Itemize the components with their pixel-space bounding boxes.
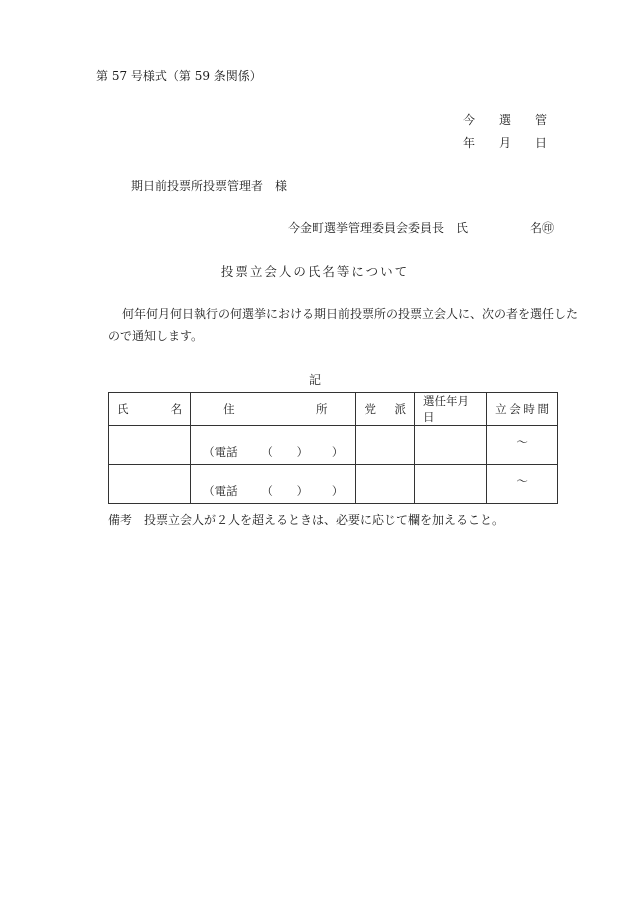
date-year: 年 — [463, 136, 476, 150]
header-time-char: 間 — [537, 402, 549, 416]
header-time-char: 立 — [495, 402, 507, 416]
header-address — [191, 393, 356, 426]
doc-number-char: 管 — [534, 113, 547, 127]
header-time-char: 時 — [523, 402, 535, 416]
phone-label: （電話 — [203, 445, 238, 459]
cell-time — [487, 465, 558, 504]
doc-number-char: 選 — [498, 113, 511, 127]
observer-table — [108, 392, 558, 504]
cell-appointed — [415, 426, 487, 465]
header-address-char: 住 — [223, 402, 235, 416]
cell-name — [109, 465, 191, 504]
time-tilde: ～ — [516, 435, 528, 449]
cell-time — [487, 426, 558, 465]
header-time — [487, 393, 558, 426]
ki-heading: 記 — [308, 373, 321, 387]
header-party-char: 党 — [364, 402, 376, 416]
document-number — [463, 111, 547, 128]
cell-address — [191, 426, 356, 465]
form-number: 第 57 号様式（第 59 条関係） — [96, 69, 262, 83]
remark: 備考 投票立会人が２人を超えるときは、必要に応じて欄を加えること。 — [108, 513, 505, 527]
date-day: 日 — [534, 136, 547, 150]
cell-address — [191, 465, 356, 504]
addressee: 期日前投票所投票管理者 様 — [131, 179, 288, 193]
time-tilde: ～ — [516, 474, 528, 488]
header-name — [109, 393, 191, 426]
header-appointed — [415, 393, 487, 426]
document-title: 投票立会人の氏名等について — [220, 264, 410, 279]
phone-paren: ） — [331, 445, 344, 459]
phone-paren: ） — [331, 484, 344, 498]
header-party — [356, 393, 415, 426]
header-time-char: 会 — [509, 402, 521, 416]
date-month: 月 — [498, 136, 511, 150]
cell-appointed — [415, 465, 487, 504]
cell-name — [109, 426, 191, 465]
phone-paren: ） — [296, 484, 309, 498]
header-appointed-label: 選任年月日 — [423, 394, 470, 424]
cell-party — [356, 426, 415, 465]
phone-paren: （ — [261, 484, 273, 498]
sender — [288, 219, 554, 236]
document-date — [463, 134, 547, 151]
sender-seal: 名㊞ — [530, 221, 555, 235]
header-party-char: 派 — [394, 402, 407, 416]
phone-paren: ） — [296, 445, 309, 459]
table-header-row — [109, 393, 558, 426]
sender-title: 今金町選挙管理委員会委員長 氏 — [288, 221, 469, 235]
body-text: 何年何月何日執行の何選挙における期日前投票所の投票立会人に、次の者を選任したので通知します。 — [108, 307, 579, 343]
header-name-char: 名 — [170, 402, 183, 416]
table-row — [109, 426, 558, 465]
phone-paren: （ — [261, 445, 273, 459]
header-address-char: 所 — [315, 402, 328, 416]
cell-party — [356, 465, 415, 504]
table-row — [109, 465, 558, 504]
header-name-char: 氏 — [117, 402, 129, 416]
phone-label: （電話 — [203, 484, 238, 498]
doc-number-char: 今 — [463, 113, 476, 127]
